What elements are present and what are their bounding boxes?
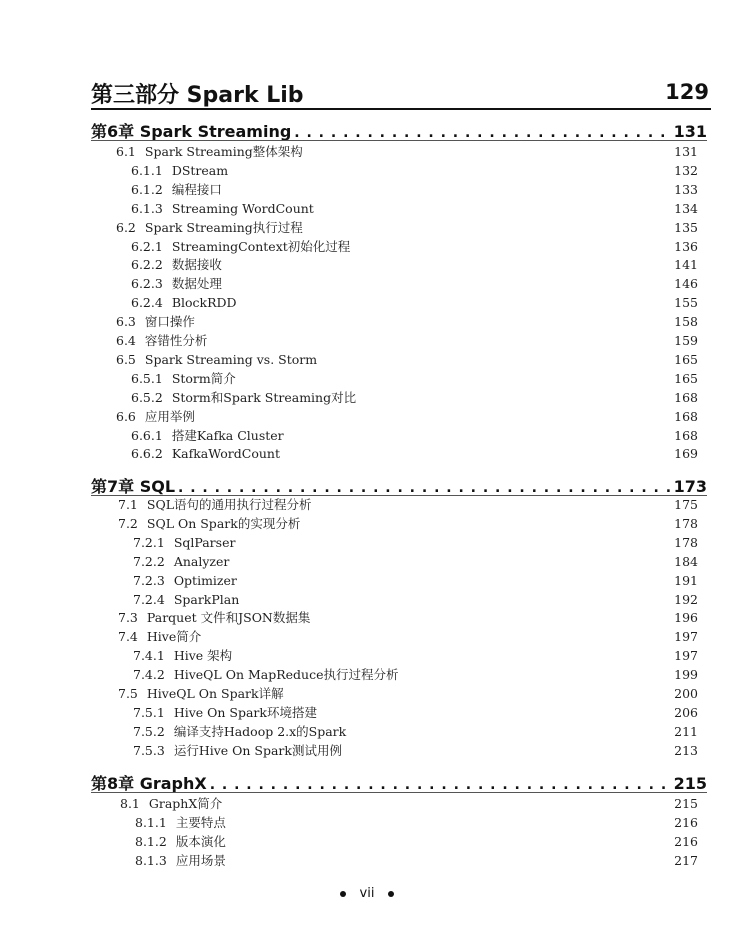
section-entry[interactable]: [116, 219, 516, 237]
entry-title: Hive简介: [146, 629, 202, 645]
entry-title: KafkaWordCount: [171, 446, 280, 462]
entry-title: 版本演化: [175, 833, 226, 849]
entry-title: 数据处理: [171, 276, 222, 292]
entry-number: 8.1.3: [135, 852, 167, 868]
entry-number: 8.1.2: [135, 833, 167, 849]
entry-title: Parquet 文件和JSON数据集: [146, 610, 311, 626]
chapter-heading[interactable]: [91, 771, 707, 793]
chapter-heading[interactable]: [91, 119, 707, 141]
entry-number: 7.2.3: [133, 572, 165, 588]
entry-page-number: 131: [674, 144, 698, 159]
entry-page-number: 196: [674, 610, 698, 626]
subsection-entry[interactable]: [133, 553, 533, 571]
entry-number: 6.1.2: [131, 181, 163, 197]
chapter-page-number: 215: [673, 774, 707, 793]
entry-number: 6.6: [116, 408, 136, 424]
entry-number: 6.2.2: [131, 257, 163, 273]
entry-number: 6.1.3: [131, 200, 163, 216]
entry-title: SQL On Spark的实现分析: [146, 515, 301, 531]
entry-page-number: 146: [674, 276, 698, 292]
entry-title: BlockRDD: [171, 295, 237, 311]
entry-page-number: 175: [674, 497, 698, 512]
chapter-title: 第8章 GraphX: [91, 774, 207, 793]
entry-page-number: 169: [674, 446, 698, 462]
part-page-number: 129: [665, 80, 709, 104]
section-entry[interactable]: [118, 515, 518, 533]
entry-title: Spark Streaming执行过程: [144, 219, 303, 235]
section-entry[interactable]: [116, 351, 516, 369]
entry-page-number: 216: [674, 833, 698, 849]
section-entry[interactable]: [116, 408, 516, 426]
page-footer: [0, 886, 734, 901]
entry-number: 7.3: [118, 610, 138, 626]
entry-number: 7.2.2: [133, 553, 165, 569]
subsection-entry[interactable]: [135, 852, 535, 870]
entry-page-number: 178: [674, 515, 698, 531]
entry-page-number: 197: [674, 629, 698, 645]
entry-number: 6.4: [116, 333, 136, 348]
entry-page-number: 133: [674, 181, 698, 197]
entry-page-number: 178: [674, 534, 698, 550]
entry-page-number: 168: [674, 427, 698, 443]
entry-number: 8.1.1: [135, 814, 167, 830]
entry-number: 7.2.4: [133, 591, 165, 607]
entry-title: SparkPlan: [173, 591, 240, 607]
entry-title: Storm简介: [171, 370, 236, 386]
entry-number: 6.5.2: [131, 389, 163, 405]
entry-number: 6.6.2: [131, 446, 163, 462]
entry-number: 7.2: [118, 515, 138, 531]
entry-number: 7.4: [118, 629, 138, 645]
entry-page-number: 199: [674, 667, 698, 683]
entry-number: 6.3: [116, 314, 136, 330]
entry-title: 运行Hive On Spark测试用例: [173, 742, 342, 758]
entry-page-number: 215: [674, 796, 698, 811]
page-number: vii: [359, 886, 375, 901]
chapter-page-number: 173: [673, 477, 707, 496]
entry-page-number: 165: [674, 370, 698, 386]
entry-page-number: 159: [674, 333, 698, 348]
entry-page-number: 200: [674, 686, 698, 701]
entry-number: 7.5.2: [133, 723, 165, 739]
subsection-entry[interactable]: [131, 445, 531, 463]
entry-number: 7.2.1: [133, 534, 165, 550]
subsection-entry[interactable]: [131, 294, 531, 312]
entry-page-number: 197: [674, 648, 698, 664]
section-entry[interactable]: [116, 143, 516, 161]
subsection-entry[interactable]: [131, 256, 531, 274]
entry-number: 7.5.1: [133, 704, 165, 720]
entry-number: 7.5: [118, 686, 138, 701]
entry-page-number: 134: [674, 200, 698, 216]
chapter-title: 第7章 SQL: [91, 477, 176, 496]
entry-title: 编译支持Hadoop 2.x的Spark: [173, 723, 347, 739]
entry-title: SQL语句的通用执行过程分析: [146, 497, 312, 512]
subsection-entry[interactable]: [131, 389, 531, 407]
entry-title: 窗口操作: [144, 314, 195, 330]
subsection-entry[interactable]: [131, 181, 531, 199]
dot-leader: [294, 125, 670, 141]
subsection-entry[interactable]: [135, 833, 535, 851]
dot-leader: [210, 777, 671, 793]
entry-number: 6.1.1: [131, 162, 163, 178]
entry-number: 7.5.3: [133, 742, 165, 758]
entry-title: 编程接口: [171, 181, 222, 197]
section-entry[interactable]: [120, 795, 520, 813]
subsection-entry[interactable]: [133, 742, 533, 760]
entry-number: 6.2: [116, 219, 136, 235]
entry-title: SqlParser: [173, 534, 236, 550]
entry-page-number: 206: [674, 704, 698, 720]
entry-title: Spark Streaming整体架构: [144, 144, 303, 159]
subsection-entry[interactable]: [131, 162, 531, 180]
entry-page-number: 168: [674, 408, 698, 424]
chapter-page-number: 131: [673, 122, 707, 141]
subsection-entry[interactable]: [133, 647, 533, 665]
chapter-rule: [91, 140, 707, 141]
entry-page-number: 135: [674, 219, 698, 235]
entry-page-number: 155: [674, 295, 698, 311]
entry-number: 6.5.1: [131, 370, 163, 386]
entry-page-number: 184: [674, 553, 698, 569]
entry-number: 6.2.4: [131, 295, 163, 311]
subsection-entry[interactable]: [131, 200, 531, 218]
subsection-entry[interactable]: [131, 370, 531, 388]
entry-title: StreamingContext初始化过程: [171, 238, 351, 254]
section-entry[interactable]: [116, 313, 516, 331]
part-heading: [91, 78, 711, 110]
section-entry[interactable]: [118, 685, 518, 703]
entry-title: Optimizer: [173, 572, 237, 588]
entry-page-number: 132: [674, 162, 698, 178]
entry-title: HiveQL On Spark详解: [146, 686, 284, 701]
entry-title: Streaming WordCount: [171, 200, 314, 216]
section-entry[interactable]: [118, 628, 518, 646]
subsection-entry[interactable]: [133, 704, 533, 722]
entry-title: HiveQL On MapReduce执行过程分析: [173, 667, 399, 683]
entry-title: DStream: [171, 162, 229, 178]
entry-number: 7.1: [118, 497, 138, 512]
entry-title: 应用举例: [144, 408, 195, 424]
entry-number: 6.1: [116, 144, 136, 159]
entry-page-number: 211: [674, 723, 698, 739]
entry-title: Storm和Spark Streaming对比: [171, 389, 357, 405]
entry-title: 主要特点: [175, 814, 226, 830]
entry-number: 6.5: [116, 351, 136, 367]
section-entry[interactable]: [118, 609, 518, 627]
entry-title: Hive 架构: [173, 648, 233, 664]
entry-page-number: 141: [674, 257, 698, 273]
subsection-entry[interactable]: [133, 572, 533, 590]
entry-page-number: 136: [674, 238, 698, 254]
chapter-rule: [91, 792, 707, 793]
bullet-icon: [340, 891, 346, 897]
dot-leader: [178, 480, 671, 496]
subsection-entry[interactable]: [131, 427, 531, 445]
subsection-entry[interactable]: [133, 666, 533, 684]
section-entry[interactable]: [118, 496, 518, 514]
entry-title: Hive On Spark环境搭建: [173, 704, 317, 720]
entry-page-number: 217: [674, 852, 698, 868]
chapter-title: 第6章 Spark Streaming: [91, 122, 292, 141]
entry-number: 6.6.1: [131, 427, 163, 443]
entry-number: 8.1: [120, 796, 140, 811]
entry-title: Spark Streaming vs. Storm: [144, 351, 318, 367]
subsection-entry[interactable]: [135, 814, 535, 832]
entry-page-number: 192: [674, 591, 698, 607]
entry-page-number: 191: [674, 572, 698, 588]
entry-title: Analyzer: [173, 553, 230, 569]
entry-page-number: 165: [674, 351, 698, 367]
entry-title: 数据接收: [171, 257, 222, 273]
entry-page-number: 216: [674, 814, 698, 830]
entry-title: 搭建Kafka Cluster: [171, 427, 284, 443]
entry-number: 7.4.1: [133, 648, 165, 664]
bullet-icon: [388, 891, 394, 897]
subsection-entry[interactable]: [133, 723, 533, 741]
entry-title: 容错性分析: [144, 333, 208, 348]
part-title: 第三部分 Spark Lib: [91, 83, 304, 108]
entry-number: 6.2.1: [131, 238, 163, 254]
entry-page-number: 168: [674, 389, 698, 405]
subsection-entry[interactable]: [133, 591, 533, 609]
entry-page-number: 213: [674, 742, 698, 758]
entry-number: 6.2.3: [131, 276, 163, 292]
chapter-heading[interactable]: [91, 474, 707, 496]
entry-page-number: 158: [674, 314, 698, 330]
entry-title: GraphX简介: [148, 796, 223, 811]
subsection-entry[interactable]: [131, 275, 531, 293]
entry-title: 应用场景: [175, 852, 226, 868]
subsection-entry[interactable]: [131, 238, 531, 256]
entry-number: 7.4.2: [133, 667, 165, 683]
subsection-entry[interactable]: [133, 534, 533, 552]
section-entry[interactable]: [116, 332, 516, 350]
